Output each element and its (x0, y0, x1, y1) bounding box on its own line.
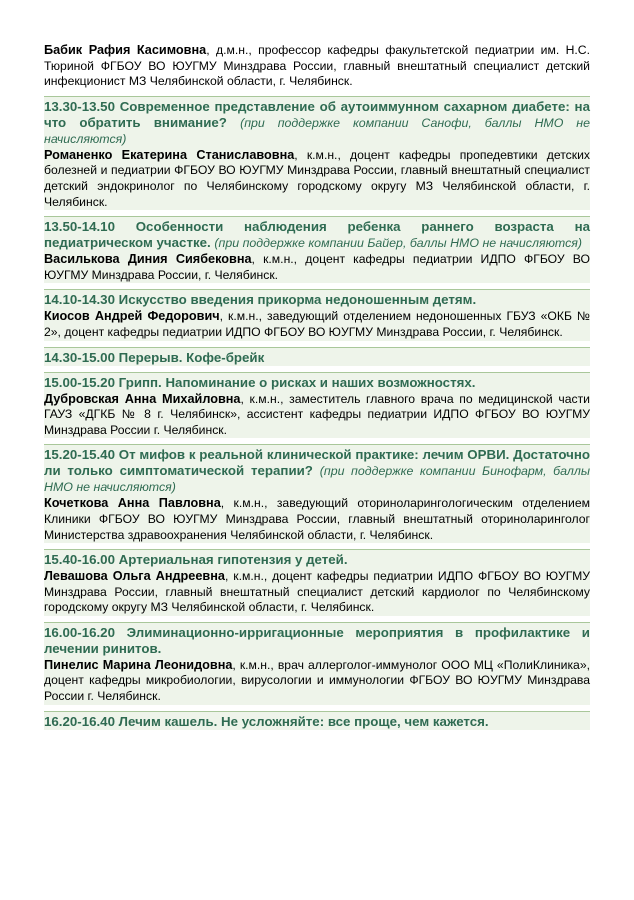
session-title (44, 625, 590, 657)
speaker-paragraph (44, 308, 590, 340)
speaker-info: , к.м.н., заведующий оториноларингологическим отделением Клиники ФГБОУ ВО ЮУГМУ Минздрава России, главный внештатный оториноларинголог Министерства здравоохранения Челябинской области, г. Челябинск. (44, 496, 590, 542)
speaker-name: Дубровская Анна Михайловна (44, 391, 241, 406)
speaker-info: , к.м.н., заместитель главного врача по медицинской части ГАУЗ «ДГКБ № 8 г. Челябинск», ассистент кафедры педиатрии ИДПО ФГБОУ ВО ЮУГМУ Минздрава России г. Челябинск. (44, 391, 590, 437)
session-note: (при поддержке компании Байер, баллы НМО не начисляются) (214, 236, 583, 251)
session-title (44, 292, 590, 308)
session-block (44, 216, 590, 283)
speaker-paragraph (44, 42, 590, 90)
session-title (44, 219, 590, 251)
session-block (44, 444, 590, 543)
session-note: (при поддержке компании Бинофарм, баллы НМО не начисляются) (44, 464, 590, 495)
session-title-text: 13.30-13.50 Современное представление об аутоиммунном сахарном диабете: на что обратить внимание? (44, 98, 590, 130)
speaker-block-first (44, 42, 590, 96)
session-block (44, 289, 590, 340)
session-title (44, 375, 590, 391)
session-block (44, 372, 590, 439)
session-block (44, 549, 590, 616)
speaker-name: Кочеткова Анна Павловна (44, 496, 221, 511)
session-title-text: 16.00-16.20 Элиминационно-ирригационные мероприятия в профилактике и лечении ринитов. (44, 624, 590, 656)
program-page (44, 42, 590, 730)
speaker-name: Бабик Рафия Касимовна (44, 43, 207, 57)
speaker-info: , к.м.н., доцент кафедры педиатрии ИДПО ФГБОУ ВО ЮУГМУ Минздрава России, главный внештатный специалист детский кардиолог по Челябинскому городскому округу МЗ Челябинской области, г. Челябинск. (44, 569, 590, 615)
session-title-text: 13.50-14.10 Особенности наблюдения ребенка раннего возраста на педиатрическом участке. (44, 219, 590, 251)
speaker-name: Пинелис Марина Леонидовна (44, 657, 233, 672)
speaker-paragraph (44, 391, 590, 439)
session-title (44, 552, 590, 568)
break-block (44, 347, 590, 366)
speaker-info: , к.м.н., доцент кафедры педиатрии ИДПО ФГБОУ ВО ЮУГМУ Минздрава России, г. Челябинск. (44, 252, 590, 282)
speaker-paragraph (44, 657, 590, 705)
speaker-paragraph (44, 568, 590, 616)
speaker-paragraph (44, 495, 590, 543)
speaker-info: , к.м.н., заведующий отделением недоношенных ГБУЗ «ОКБ № 2», доцент кафедры педиатрии ИДПО ФГБОУ ВО ЮУГМУ Минздрава России, г. Челябинск. (44, 309, 591, 339)
speaker-info: , д.м.н., профессор кафедры факультетской педиатрии им. Н.С. Тюриной ФГБОУ ВО ЮУГМУ Минздрава России, главный внештатный специалист детский инфекционист МЗ Челябинской области, г. Челябинск. (44, 43, 590, 89)
speaker-paragraph (44, 147, 590, 210)
speaker-name: Романенко Екатерина Станиславовна (44, 147, 295, 162)
session-block (44, 96, 590, 210)
session-title-text: 15.20-15.40 От мифов к реальной клинической практике: лечим ОРВИ. Достаточно ли только симптоматической терапии? (44, 447, 590, 479)
session-title-text: 15.40-16.00 Артериальная гипотензия у детей. (44, 552, 348, 568)
session-title (44, 447, 590, 495)
speaker-name: Левашова Ольга Андреевна (44, 569, 225, 584)
speaker-paragraph (44, 251, 590, 283)
break-title: 14.30-15.00 Перерыв. Кофе-брейк (44, 349, 265, 365)
session-title (44, 99, 590, 147)
session-note: (при поддержке компании Санофи, баллы НМО не начисляются) (44, 115, 590, 146)
session-title-text: 14.10-14.30 Искусство введения прикорма недоношенным детям. (44, 292, 477, 308)
session-block (44, 622, 590, 705)
speaker-name: Киосов Андрей Федорович (44, 309, 220, 324)
speaker-name: Василькова Диния Сиябековна (44, 252, 252, 267)
speaker-info: , к.м.н., врач аллерголог-иммунолог ООО МЦ «ПолиКлиника», доцент кафедры микробиологии, вирусологии и иммунологии ФГБОУ ВО ЮУГМУ Минздрава России г. Челябинск. (44, 657, 590, 704)
session-title-text: 15.00-15.20 Грипп. Напоминание о рисках и наших возможностях. (44, 374, 476, 390)
session-title: 16.20-16.40 Лечим кашель. Не усложняйте: все проще, чем кажется. (44, 713, 489, 729)
speaker-info: , к.м.н., доцент кафедры пропедевтики детских болезней и педиатрии ФГБОУ ВО ЮУГМУ Минздрава России, главный внештатный специалист детский эндокринолог по Челябинскому городскому округу МЗ Челябинской области, г. Челябинск. (44, 147, 590, 209)
session-block (44, 711, 590, 730)
